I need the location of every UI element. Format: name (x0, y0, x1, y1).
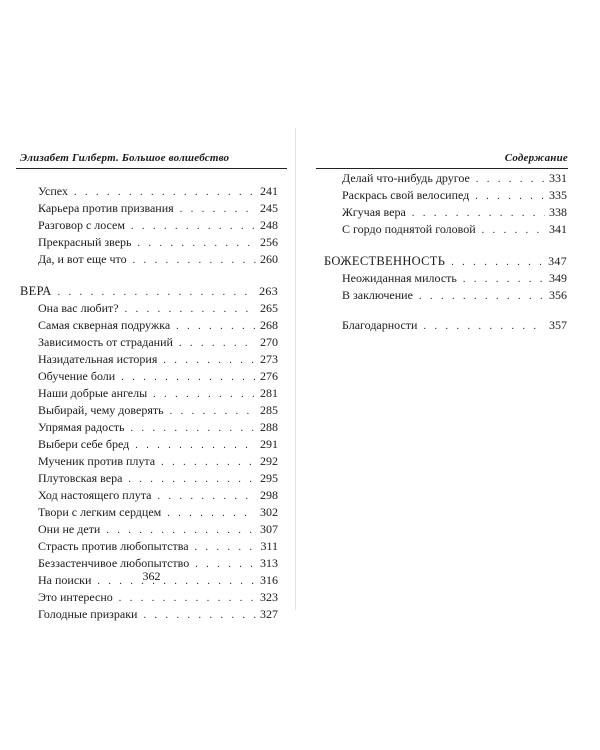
toc-entry: Беззастенчивое любопытство . . . 313 (20, 555, 278, 572)
toc-entry: Назидательная история . . . 273 (20, 351, 278, 368)
toc-entry: В заключение . . . 356 (324, 287, 567, 304)
toc-entry: Упрямая радость . . . 288 (20, 419, 278, 436)
page-number: 362 (142, 569, 161, 583)
toc-chapter-heading: БОЖЕСТВЕННОСТЬ . . . 347 (324, 253, 567, 270)
toc-entry: Успех . . . 241 (20, 183, 278, 200)
toc-entry: На поиски . . . 316 (20, 572, 278, 589)
toc-chapter-heading: ВЕРА . . . 263 (20, 283, 278, 300)
toc-entry: Карьера против призвания . . . 245 (20, 200, 278, 217)
header-rule-left (16, 168, 287, 169)
spacer (20, 268, 278, 283)
toc-entry: Зависимость от страданий . . . 270 (20, 334, 278, 351)
toc-left (20, 183, 278, 623)
toc-entry: Жгучая вера . . . 338 (324, 204, 567, 221)
toc-entry: Да, и вот еще что . . . 260 (20, 251, 278, 268)
toc-right (324, 170, 567, 334)
spacer (324, 238, 567, 253)
toc-entry: Страсть против любопытства . . . 311 (20, 538, 278, 555)
header-rule-right (316, 168, 568, 169)
toc-entry: Делай что-нибудь другое . . . 331 (324, 170, 567, 187)
toc-entry: Самая скверная подружка . . . 268 (20, 317, 278, 334)
running-header-right: Содержание (504, 152, 568, 164)
toc-entry: Выбирай, чему доверять . . . 285 (20, 402, 278, 419)
toc-entry: Они не дети . . . 307 (20, 521, 278, 538)
left-page (8, 128, 295, 621)
toc-entry: Обучение боли . . . 276 (20, 368, 278, 385)
toc-entry: Плутовская вера . . . 295 (20, 470, 278, 487)
toc-entry: Ход настоящего плута . . . 298 (20, 487, 278, 504)
toc-entry: Неожиданная милость . . . 349 (324, 270, 567, 287)
toc-entry: С гордо поднятой головой . . . 341 (324, 221, 567, 238)
toc-entry: Разговор с лосем . . . 248 (20, 217, 278, 234)
toc-entry: Выбери себе бред . . . 291 (20, 436, 278, 453)
toc-entry: Мученик против плута . . . 292 (20, 453, 278, 470)
toc-entry: Прекрасный зверь . . . 256 (20, 234, 278, 251)
toc-entry: Голодные призраки . . . 327 (20, 606, 278, 623)
right-page (296, 128, 592, 610)
toc-entry: Наши добрые ангелы . . . 281 (20, 385, 278, 402)
toc-entry: Раскрась свой велосипед . . . 335 (324, 187, 567, 204)
toc-entry: Это интересно . . . 323 (20, 589, 278, 606)
toc-entry: Она вас любит? . . . 265 (20, 300, 278, 317)
toc-entry-acknowledgments: Благодарности . . . 357 (324, 317, 567, 334)
spacer (324, 304, 567, 317)
toc-entry: Твори с легким сердцем . . . 302 (20, 504, 278, 521)
running-header-left: Элизабет Гилберт. Большое волшебство (20, 152, 230, 164)
